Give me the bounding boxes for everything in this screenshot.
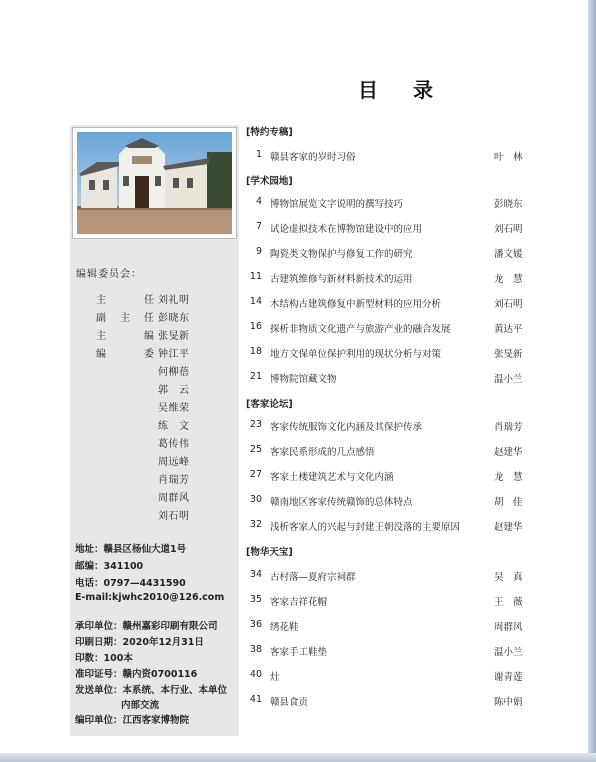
article-title: 地方文保单位保护利用的现状分析与对策	[270, 349, 442, 360]
article-author: 黄达平	[494, 324, 523, 335]
email-line: E-mail:kjwhc2010@126.com	[75, 592, 225, 603]
distribution-note: 内部交流	[121, 700, 160, 711]
editor-name: 刘石明	[158, 511, 190, 522]
page-number: 11	[249, 271, 262, 282]
editor-role	[96, 345, 154, 360]
article-author: 肖瑞芳	[494, 422, 523, 433]
article-title: 试论虚拟技术在博物馆建设中的应用	[270, 224, 423, 235]
page-number: 27	[249, 469, 262, 480]
toc-entry[interactable]	[248, 444, 526, 458]
toc-entry[interactable]	[248, 669, 526, 683]
section-heading: [学术园地]	[246, 176, 293, 187]
page-title: 目 录	[358, 78, 447, 102]
editor-name: 刘礼明	[158, 295, 190, 306]
toc-entry[interactable]	[248, 149, 526, 163]
toc-entry[interactable]	[248, 694, 526, 708]
article-author: 张旻新	[494, 349, 523, 360]
permit-line: 准印证号：赣内资0700116	[75, 669, 198, 680]
article-title: 客家传统服饰文化内涵及其保护传承	[270, 422, 423, 433]
toc-entry[interactable]	[248, 271, 526, 285]
page-number: 36	[249, 619, 262, 630]
role-char: 编	[96, 349, 106, 360]
editor-name: 彭晓东	[158, 313, 190, 324]
section-heading: [物华天宝]	[246, 547, 293, 558]
print-count-line: 印数：100本	[75, 653, 133, 664]
editor-name: 葛传伟	[158, 439, 190, 450]
article-title: 赣县食贡	[270, 697, 309, 708]
toc-entry[interactable]	[248, 419, 526, 433]
page-number: 40	[249, 669, 262, 680]
editor-name: 练 文	[158, 421, 190, 432]
article-author: 吴 真	[494, 572, 523, 583]
page-number: 30	[249, 494, 262, 505]
section-heading: [客家论坛]	[246, 399, 293, 410]
page-number: 41	[249, 694, 262, 705]
toc-entry[interactable]	[248, 221, 526, 235]
editor-role	[96, 291, 154, 306]
article-author: 赵建华	[494, 522, 523, 533]
role-char: 任	[144, 295, 154, 306]
toc-entry[interactable]	[248, 346, 526, 360]
page-number: 4	[255, 196, 262, 207]
cover-photo-frame	[72, 127, 237, 239]
toc-entry[interactable]	[248, 371, 526, 385]
toc-entry[interactable]	[248, 246, 526, 260]
page-number: 9	[255, 246, 262, 257]
role-char: 编	[144, 331, 154, 342]
role-char: 任	[144, 313, 154, 324]
article-title: 客家手工鞋垫	[270, 647, 328, 658]
article-author: 谢青莲	[494, 672, 523, 683]
article-title: 赣南地区客家传统赣饰的总体特点	[270, 497, 413, 508]
print-date-line: 印刷日期：2020年12月31日	[75, 637, 204, 648]
toc-entry[interactable]	[248, 494, 526, 508]
toc-entry[interactable]	[248, 296, 526, 310]
role-char: 委	[144, 349, 154, 360]
article-author: 胡 佳	[494, 497, 523, 508]
article-title: 客家吉祥花帽	[270, 597, 328, 608]
editor-name: 吴维荣	[158, 403, 190, 414]
toc-entry[interactable]	[248, 321, 526, 335]
article-title: 陶瓷类文物保护与修复工作的研究	[270, 249, 413, 260]
editor-name: 钟江平	[158, 349, 190, 360]
article-author: 陈中娟	[494, 697, 523, 708]
page-number: 25	[249, 444, 262, 455]
editor-name: 肖瑞芳	[158, 475, 190, 486]
editor-name: 何柳蓓	[158, 367, 190, 378]
printer-line: 承印单位：赣州嘉彩印刷有限公司	[75, 621, 218, 632]
toc-entry[interactable]	[248, 469, 526, 483]
page-number: 14	[249, 296, 262, 307]
article-author: 刘石明	[494, 224, 523, 235]
page-number: 35	[249, 594, 262, 605]
editor-unit-line: 编印单位：江西客家博物院	[75, 715, 190, 726]
page-number: 16	[249, 321, 262, 332]
toc-entry[interactable]	[248, 644, 526, 658]
article-author: 龙 慧	[494, 472, 523, 483]
article-author: 温小兰	[494, 647, 523, 658]
page-edge-right	[588, 0, 596, 762]
page-edge-bottom	[0, 753, 596, 762]
role-char: 主	[120, 313, 130, 324]
page-number: 32	[249, 519, 262, 530]
article-title: 古村落—夏府宗祠群	[270, 572, 356, 583]
section-heading: [特约专稿]	[246, 127, 293, 138]
article-author: 刘石明	[494, 299, 523, 310]
article-author: 赵建华	[494, 447, 523, 458]
article-title: 灶	[270, 672, 280, 683]
editor-role	[96, 309, 154, 324]
editor-name: 周群风	[158, 493, 190, 504]
article-title: 博物院馆藏文物	[270, 374, 337, 385]
article-title: 古建筑维修与新材料新技术的运用	[270, 274, 413, 285]
article-author: 温小兰	[494, 374, 523, 385]
editorial-board-label: 编辑委员会：	[76, 269, 142, 280]
toc-entry[interactable]	[248, 569, 526, 583]
toc-entry[interactable]	[248, 519, 526, 533]
article-title: 客家土楼建筑艺术与文化内涵	[270, 472, 394, 483]
postcode-line: 邮编：341100	[75, 561, 144, 572]
page-number: 38	[249, 644, 262, 655]
distribution-line: 发送单位：本系统、本行业、本单位	[75, 685, 228, 696]
article-title: 博物馆展览文字说明的撰写技巧	[270, 199, 404, 210]
article-title: 探析非物质文化遗产与旅游产业的融合发展	[270, 324, 451, 335]
article-author: 彭晓东	[494, 199, 523, 210]
editor-role	[96, 327, 154, 342]
article-author: 潘文媛	[494, 249, 523, 260]
address-line: 地址：赣县区杨仙大道1号	[75, 544, 187, 555]
role-char: 主	[96, 331, 106, 342]
article-title: 客家民系形成的几点感悟	[270, 447, 375, 458]
toc-entry[interactable]	[248, 619, 526, 633]
article-author: 王 薇	[494, 597, 523, 608]
article-author: 叶 林	[494, 152, 523, 163]
toc-entry[interactable]	[248, 196, 526, 210]
editor-name: 张旻新	[158, 331, 190, 342]
page-number: 34	[249, 569, 262, 580]
page-number: 23	[249, 419, 262, 430]
toc-entry[interactable]	[248, 594, 526, 608]
article-author: 龙 慧	[494, 274, 523, 285]
editor-name: 郭 云	[158, 385, 190, 396]
museum-building-photo	[77, 132, 232, 234]
page-number: 7	[255, 221, 262, 232]
phone-line: 电话：0797—4431590	[75, 578, 186, 589]
role-char: 主	[96, 295, 106, 306]
article-title: 浅析客家人的兴起与封建王朝没落的主要原因	[270, 522, 461, 533]
article-title: 赣县客家的岁时习俗	[270, 152, 356, 163]
editor-name: 周远峰	[158, 457, 190, 468]
page-number: 1	[255, 149, 262, 160]
article-title: 绣花鞋	[270, 622, 299, 633]
role-char: 副	[96, 313, 106, 324]
article-title: 木结构古建筑修复中新型材料的应用分析	[270, 299, 442, 310]
article-author: 周群风	[494, 622, 523, 633]
page-number: 21	[249, 371, 262, 382]
page-number: 18	[249, 346, 262, 357]
